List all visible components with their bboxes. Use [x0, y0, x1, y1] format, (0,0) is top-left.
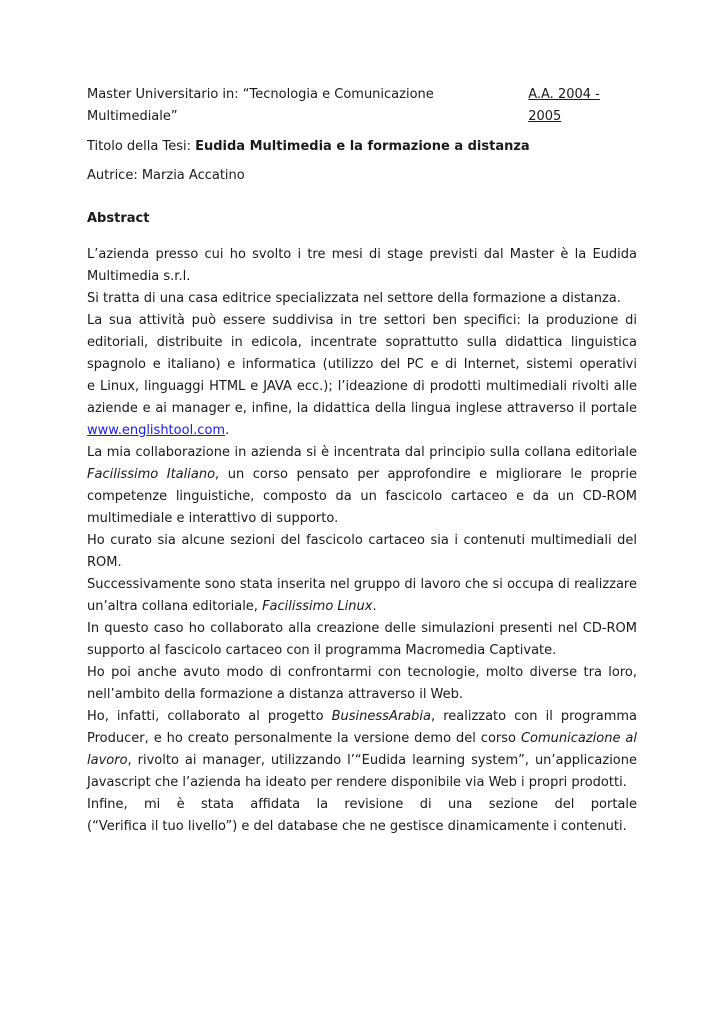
abstract-line: Javascript che l’azienda ha ideato per rendere disponibile via Web i propri prodotti. [87, 775, 627, 790]
abstract-line: multimediale e interattivo di supporto. [87, 511, 339, 526]
abstract-line [87, 706, 637, 728]
abstract-line: (“Verifica il tuo livello”) e del database che ne gestisce dinamicamente i contenuti. [87, 819, 627, 834]
abstract-line [87, 728, 637, 750]
abstract-line: La mia collaborazione in azienda si è incentrata dal principio sulla collana editoriale [87, 445, 637, 460]
italic-title: Facilissimo Linux [262, 599, 373, 614]
line-tail: . [372, 599, 377, 614]
abstract-line [87, 750, 637, 772]
abstract-line: spagnolo e italiano) e informatica (utilizzo del PC e di Internet, sistemi operativi [87, 357, 637, 372]
abstract-line: Si tratta di una casa editrice specializzata nel settore della formazione a distanza. [87, 291, 621, 306]
abstract-line: editoriali, distribuite in edicola, incentrate soprattutto sulla didattica linguistica [87, 335, 637, 350]
abstract-line: La sua attività può essere suddivisa in tre settori ben specifici: la produzione di [87, 313, 637, 328]
thesis-title: Eudida Multimedia e la formazione a distanza [195, 139, 530, 154]
abstract-line: L’azienda presso cui ho svolto i tre mesi di stage previsti dal Master è la Eudida [87, 247, 637, 262]
abstract-line: ROM. [87, 555, 122, 570]
thesis-title-row [87, 136, 637, 158]
italic-title: lavoro [87, 753, 128, 768]
header-row [87, 84, 637, 128]
academic-year: A.A. 2004 - 2005 [528, 87, 600, 124]
italic-title: Comunicazione al [520, 731, 637, 746]
author: Autrice: Marzia Accatino [87, 168, 245, 183]
abstract-line: Ho curato sia alcune sezioni del fascicolo cartaceo sia i contenuti multimediali del [87, 533, 637, 548]
line-tail: , un corso pensato per approfondire e migliorare le proprie [215, 467, 637, 482]
abstract-line: Multimedia s.r.l. [87, 269, 191, 284]
abstract-line: Ho poi anche avuto modo di confrontarmi con tecnologie, molto diverse tra loro, [87, 665, 637, 680]
abstract-line: Successivamente sono stata inserita nel gruppo di lavoro che si occupa di realizzare [87, 577, 637, 592]
line-head: Producer, e ho creato personalmente la versione demo del corso [87, 731, 521, 746]
document-page [87, 84, 637, 838]
abstract-line: In questo caso ho collaborato alla creazione delle simulazioni presenti nel CD-ROM [87, 621, 637, 636]
line-head: Ho, infatti, collaborato al progetto [87, 709, 332, 724]
italic-title: BusinessArabia [331, 709, 431, 724]
abstract-body [87, 244, 637, 838]
abstract-line: nell’ambito della formazione a distanza attraverso il Web. [87, 687, 464, 702]
line-tail: , realizzato con il programma [431, 709, 637, 724]
master-program: Master Universitario in: “Tecnologia e Comunicazione Multimediale” [87, 87, 434, 124]
abstract-line: aziende e ai manager e, infine, la didattica della lingua inglese attraverso il portale [87, 401, 637, 416]
italic-title: Facilissimo Italiano [87, 467, 216, 482]
abstract-line: supporto al fascicolo cartaceo con il programma Macromedia Captivate. [87, 643, 557, 658]
abstract-line [87, 794, 637, 816]
abstract-line [87, 596, 637, 618]
line-head: Infine, mi è stata affidata la revisione di una sezione del portale [87, 797, 637, 812]
abstract-line [87, 420, 637, 442]
line-head: un’altra collana editoriale, [87, 599, 263, 614]
abstract-line [87, 464, 637, 486]
abstract-heading: Abstract [87, 211, 150, 226]
thesis-label: Titolo della Tesi: [87, 139, 196, 154]
abstract-line: e Linux, linguaggi HTML e JAVA ecc.); l’ideazione di prodotti multimediali rivolti alle [87, 379, 637, 394]
line-tail: , rivolto ai manager, utilizzando l’“Eudida learning system”, un’applicazione [127, 753, 637, 768]
line-tail: . [225, 423, 230, 438]
abstract-line: competenze linguistiche, composto da un fascicolo cartaceo e da un CD-ROM [87, 489, 637, 504]
englishtool-link[interactable]: www.englishtool.com [87, 423, 226, 438]
